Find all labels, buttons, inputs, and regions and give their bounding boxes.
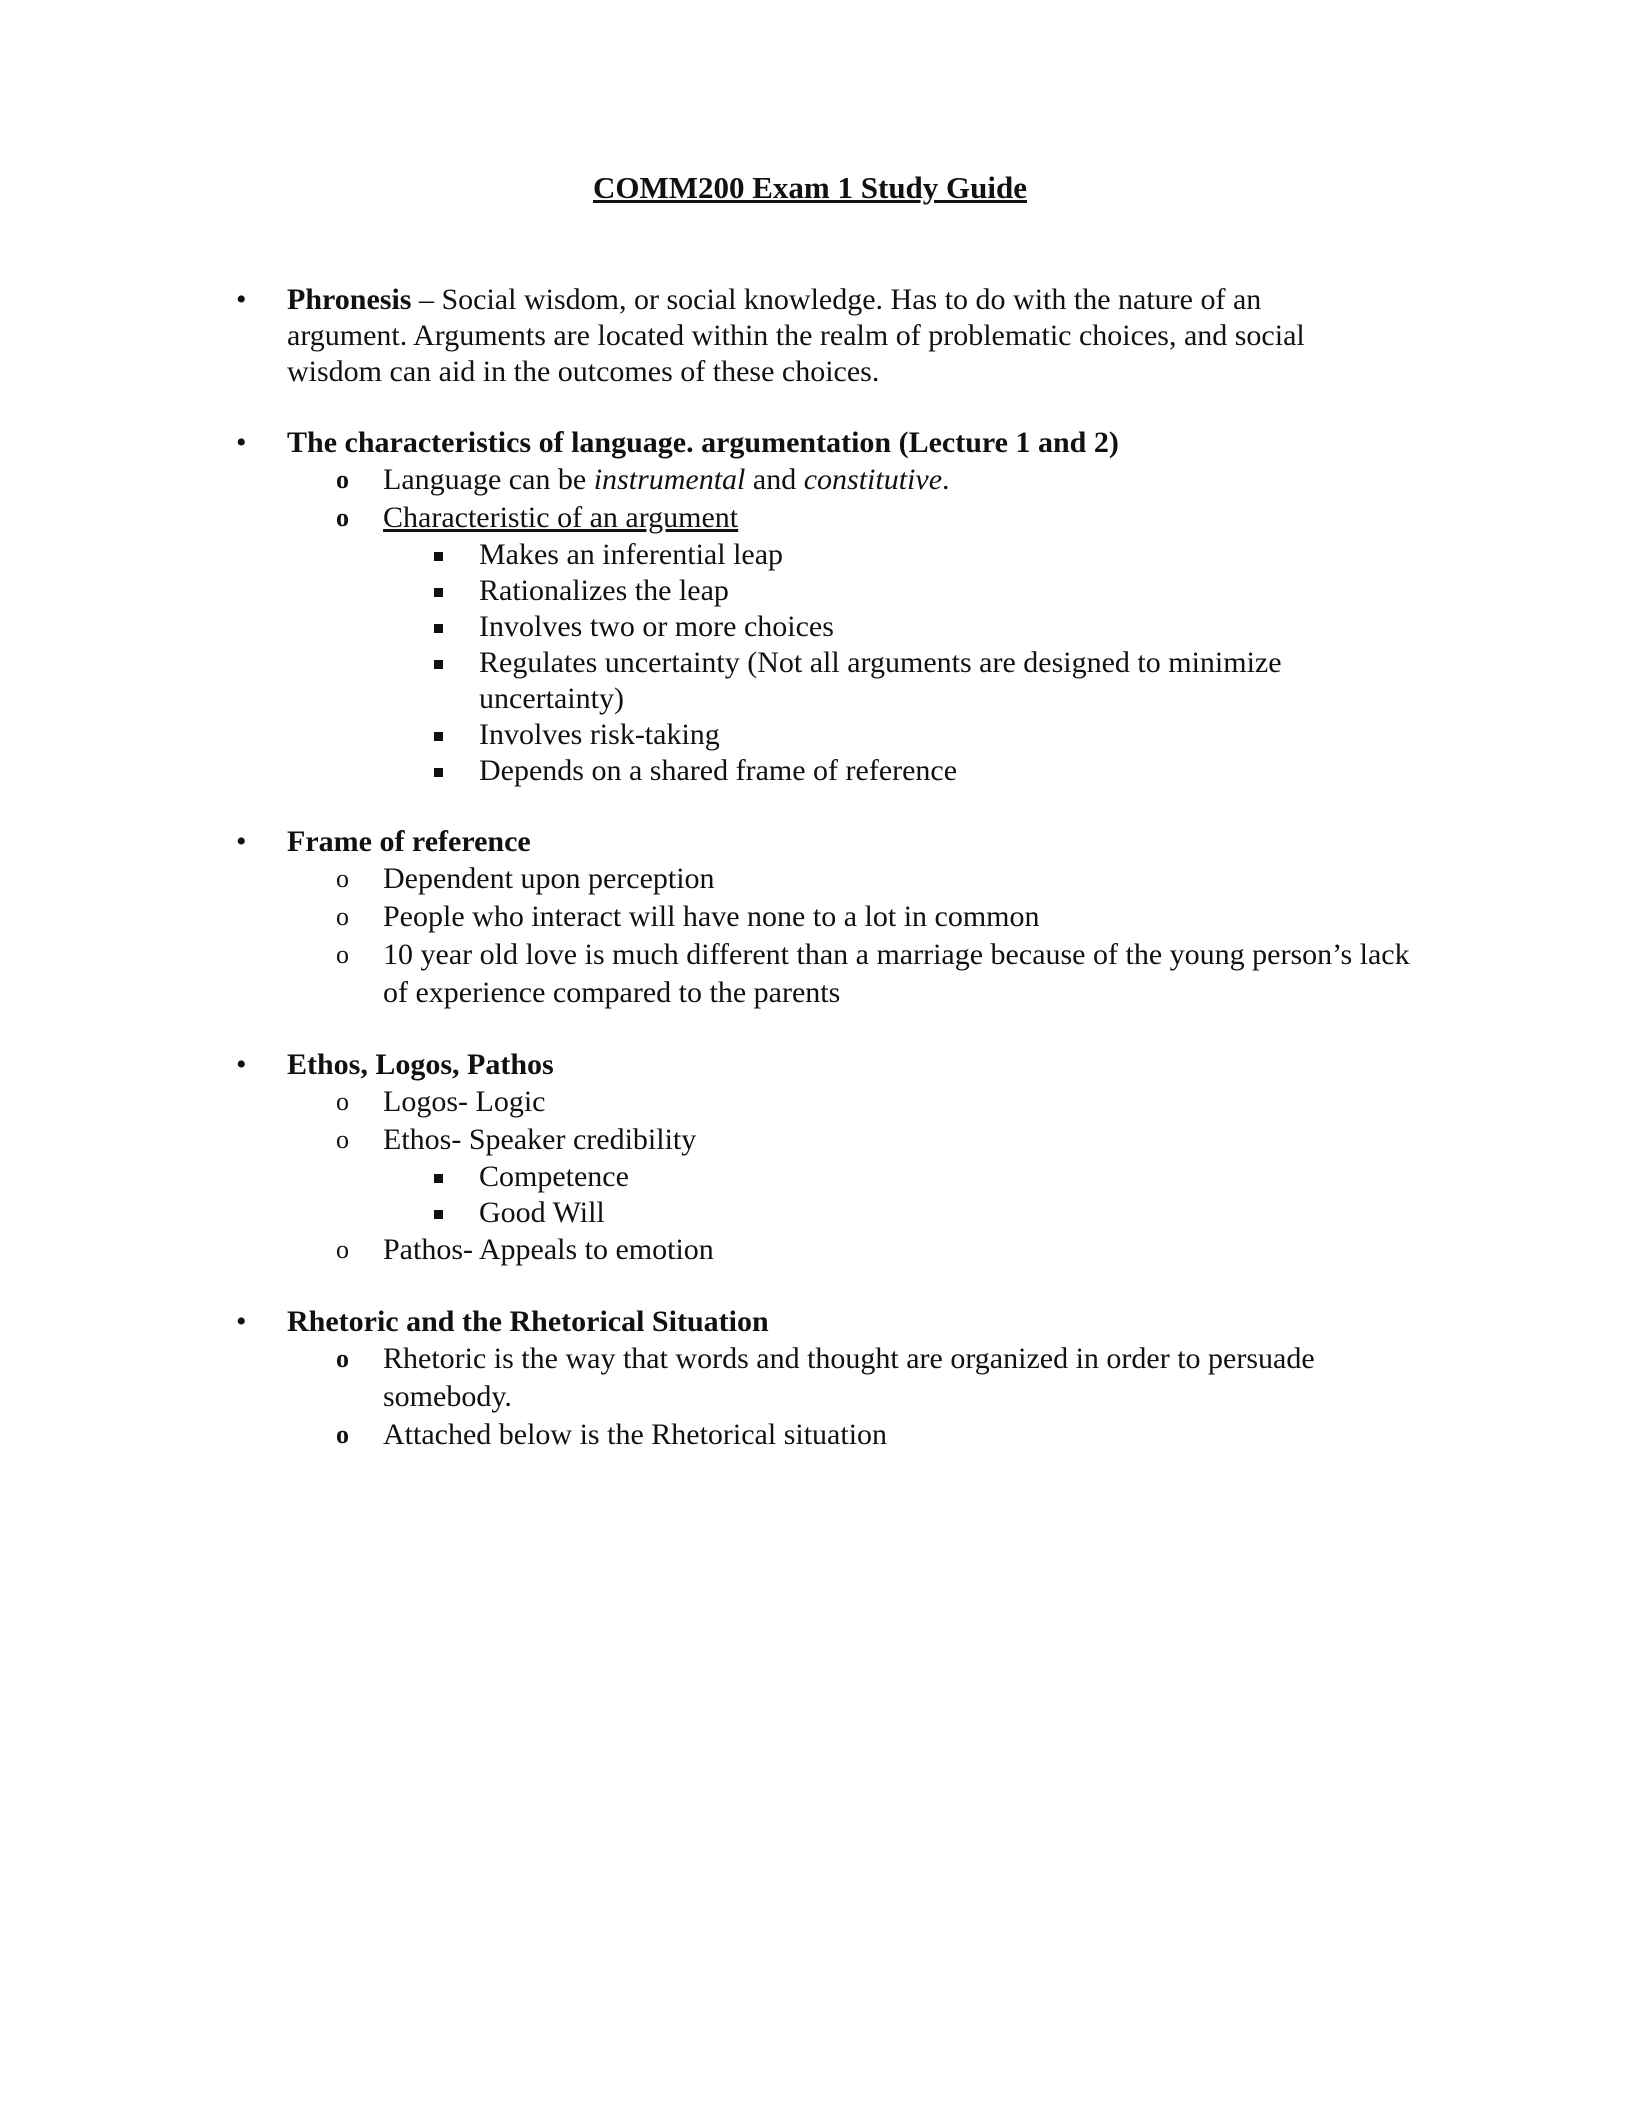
sub-bullet-marker: o (336, 503, 349, 532)
bullet-item (0, 425, 1387, 461)
bullet-item (0, 1304, 1387, 1340)
language-text: Language can be (383, 463, 594, 496)
section-heading: Frame of reference (287, 825, 531, 858)
sub-bullet-marker: o (336, 1087, 349, 1116)
sub-sub-item (0, 645, 1359, 717)
square-bullet-marker (434, 768, 443, 777)
section-heading: The characteristics of language. argumentation (Lecture 1 and 2) (287, 426, 1119, 459)
bullet-item (0, 282, 1387, 390)
list-item-text: Ethos- Speaker credibility (383, 1123, 697, 1156)
list-item-text: Good Will (479, 1196, 605, 1229)
list-item-text: Involves two or more choices (479, 610, 834, 643)
term-definition: – Social wisdom, or social knowledge. Has to do with the nature of an argument. Arguments are located within the realm of problematic choices, and social wisdom can aid in the outcomes of these choices. (287, 283, 1305, 388)
language-text: . (942, 463, 950, 496)
list-item-text: Makes an inferential leap (479, 538, 784, 571)
language-text: and (745, 463, 804, 496)
sub-sub-item (0, 753, 1359, 789)
bullet-item (0, 824, 1387, 860)
list-item-text: Regulates uncertainty (Not all arguments are designed to minimize uncertainty) (479, 646, 1282, 715)
sub-bullet-marker: o (336, 1344, 349, 1373)
square-bullet-marker (434, 660, 443, 669)
bullet-marker: • (236, 1305, 247, 1338)
square-bullet-marker (434, 588, 443, 597)
sub-item (0, 898, 1425, 936)
section-frame-of-reference (0, 824, 1640, 1012)
bullet-marker: • (236, 426, 247, 459)
sub-item (0, 1231, 1425, 1269)
sub-item (0, 499, 1425, 537)
sub-bullet-marker: o (336, 1420, 349, 1449)
sub-bullet-marker: o (336, 1235, 349, 1264)
sub-item (0, 1121, 1425, 1159)
square-bullet-marker (434, 552, 443, 561)
sub-item (0, 461, 1425, 499)
sub-sub-item (0, 1195, 1359, 1231)
list-item-text: 10 year old love is much different than a marriage because of the young person’s lack of experience compared to the parents (383, 938, 1410, 1009)
sub-sub-item (0, 537, 1359, 573)
document-title: COMM200 Exam 1 Study Guide (592, 170, 1028, 205)
list-item-text: People who interact will have none to a lot in common (383, 900, 1040, 933)
section-heading: Ethos, Logos, Pathos (287, 1048, 554, 1081)
sub-item (0, 1416, 1425, 1454)
list-item-text: Depends on a shared frame of reference (479, 754, 958, 787)
emphasis-text: instrumental (593, 463, 746, 496)
sub-item (0, 1340, 1425, 1416)
bullet-marker: • (236, 825, 247, 858)
list-item-text: Logos- Logic (383, 1085, 546, 1118)
list-item-text: Attached below is the Rhetorical situation (383, 1418, 888, 1451)
list-item-text: Rationalizes the leap (479, 574, 729, 607)
sub-bullet-marker: o (336, 940, 349, 969)
term-heading: Phronesis (287, 283, 412, 316)
square-bullet-marker (434, 732, 443, 741)
square-bullet-marker (434, 1210, 443, 1219)
sub-bullet-marker: o (336, 465, 349, 494)
list-item-text: Rhetoric is the way that words and thought are organized in order to persuade somebody. (383, 1342, 1315, 1413)
sub-bullet-marker: o (336, 902, 349, 931)
sub-bullet-marker: o (336, 864, 349, 893)
bullet-marker: • (236, 1048, 247, 1081)
sub-sub-item (0, 1159, 1359, 1195)
list-item-text: Competence (479, 1160, 629, 1193)
section-rhetoric (0, 1304, 1640, 1454)
square-bullet-marker (434, 1174, 443, 1183)
bullet-marker: • (236, 283, 247, 316)
sub-sub-item (0, 609, 1359, 645)
list-item-text: Involves risk-taking (479, 718, 720, 751)
sub-item (0, 860, 1425, 898)
square-bullet-marker (434, 624, 443, 633)
sub-item (0, 936, 1425, 1012)
argument-label: Characteristic of an argument (383, 501, 739, 534)
sub-bullet-marker: o (336, 1125, 349, 1154)
section-appeals (0, 1047, 1640, 1269)
section-phronesis (0, 282, 1640, 390)
document-body (0, 282, 1640, 1489)
bullet-item (0, 1047, 1387, 1083)
sub-sub-item (0, 717, 1359, 753)
list-item-text: Dependent upon perception (383, 862, 715, 895)
sub-sub-item (0, 573, 1359, 609)
list-item-text: Pathos- Appeals to emotion (383, 1233, 714, 1266)
section-heading: Rhetoric and the Rhetorical Situation (287, 1305, 769, 1338)
section-characteristics (0, 425, 1640, 789)
sub-item (0, 1083, 1425, 1121)
emphasis-text: constitutive (803, 463, 943, 496)
